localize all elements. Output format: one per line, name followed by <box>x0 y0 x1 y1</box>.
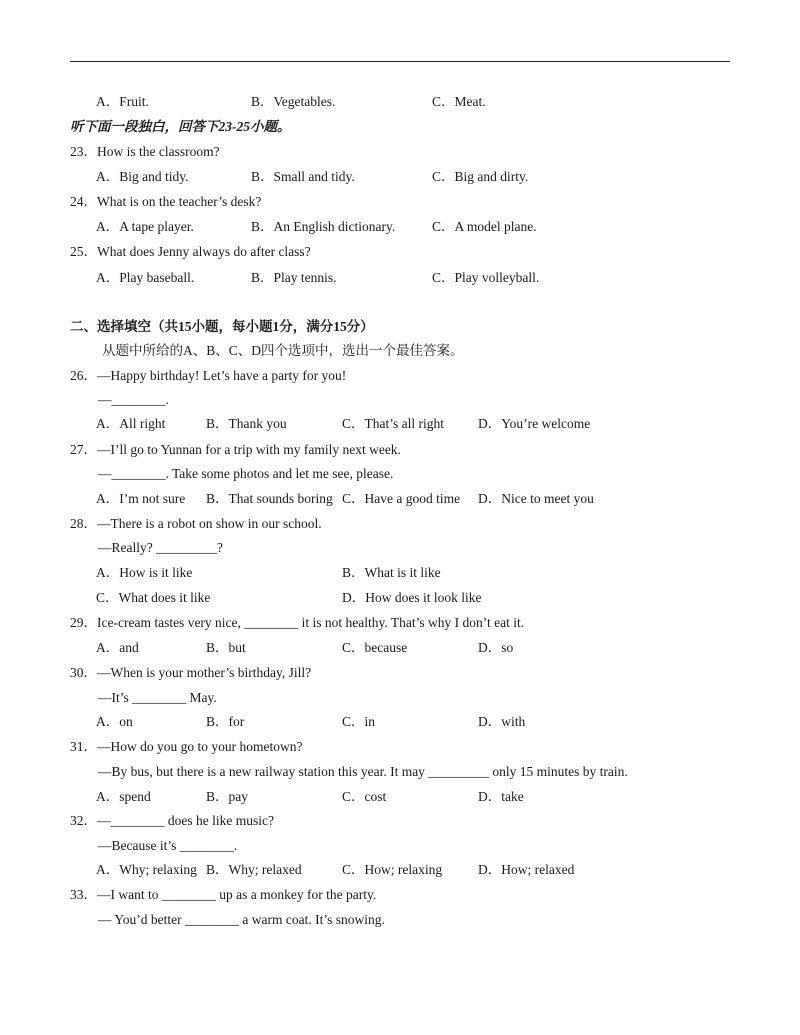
q26-option-b[interactable]: B．Thank you <box>206 416 287 431</box>
q26-option-a[interactable]: A．All right <box>96 416 166 431</box>
q26-line2: —________. <box>98 392 169 407</box>
q23-option-a[interactable]: A．Big and tidy. <box>96 169 189 184</box>
q26-option-d[interactable]: D．You’re welcome <box>478 416 591 431</box>
q28-option-b[interactable]: B．What is it like <box>342 565 441 580</box>
q28-option-a[interactable]: A．How is it like <box>96 565 193 580</box>
q23-stem: 23．How is the classroom? <box>70 144 220 159</box>
q27-option-d[interactable]: D．Nice to meet you <box>478 491 594 506</box>
q24-stem: 24．What is on the teacher’s desk? <box>70 194 262 209</box>
q32-option-d[interactable]: D．How; relaxed <box>478 862 575 877</box>
q28-option-d[interactable]: D．How does it look like <box>342 590 482 605</box>
q32-line1: 32．—________ does he like music? <box>70 813 274 828</box>
q33-line2: — You’d better ________ a warm coat. It’s snowing. <box>98 912 385 927</box>
q30-option-d[interactable]: D．with <box>478 714 526 729</box>
q29-option-d[interactable]: D．so <box>478 640 514 655</box>
q29-line1: 29．Ice-cream tastes very nice, ________ it is not healthy. That’s why I don’t eat it. <box>70 615 525 630</box>
q32-line2: —Because it’s ________. <box>98 838 238 853</box>
q26-line1: 26．—Happy birthday! Let’s have a party for you! <box>70 368 347 383</box>
q30-line2: —It’s ________ May. <box>98 690 217 705</box>
q30-line1: 30．—When is your mother’s birthday, Jill? <box>70 665 312 680</box>
q32-option-b[interactable]: B．Why; relaxed <box>206 862 302 877</box>
q24-option-a[interactable]: A．A tape player. <box>96 219 194 234</box>
q28-option-c[interactable]: C．What does it like <box>96 590 211 605</box>
q25-option-b[interactable]: B．Play tennis. <box>251 270 337 285</box>
q27-option-b[interactable]: B．That sounds boring <box>206 491 333 506</box>
q23-option-c[interactable]: C．Big and dirty. <box>432 169 529 184</box>
q23-option-b[interactable]: B．Small and tidy. <box>251 169 355 184</box>
q30-option-c[interactable]: C．in <box>342 714 376 729</box>
q28-line1: 28．—There is a robot on show in our school. <box>70 516 322 531</box>
section2-instruction: 从题中所给的A、B、C、D四个选项中，选出一个最佳答案。 <box>102 343 464 358</box>
q31-option-d[interactable]: D．take <box>478 789 524 804</box>
q31-option-b[interactable]: B．pay <box>206 789 248 804</box>
q28-line2: —Really? _________? <box>98 540 223 555</box>
q29-option-a[interactable]: A．and <box>96 640 139 655</box>
q26-option-c[interactable]: C．That’s all right <box>342 416 444 431</box>
q22-option-b[interactable]: B．Vegetables. <box>251 94 336 109</box>
q29-option-b[interactable]: B．but <box>206 640 246 655</box>
q27-line2: —________. Take some photos and let me see, please. <box>98 466 394 481</box>
q25-option-c[interactable]: C．Play volleyball. <box>432 270 540 285</box>
q27-option-c[interactable]: C．Have a good time <box>342 491 461 506</box>
q27-option-a[interactable]: A．I’m not sure <box>96 491 186 506</box>
q25-option-a[interactable]: A．Play baseball. <box>96 270 195 285</box>
q30-option-a[interactable]: A．on <box>96 714 133 729</box>
monologue-heading: 听下面一段独白，回答下23-25小题。 <box>70 119 291 134</box>
q31-option-c[interactable]: C．cost <box>342 789 387 804</box>
q31-line2: —By bus, but there is a new railway station this year. It may _________ only 15 minutes by train. <box>98 764 628 779</box>
section2-heading: 二、选择填空（共15小题，每小题1分，满分15分） <box>70 319 374 334</box>
q32-option-c[interactable]: C．How; relaxing <box>342 862 443 877</box>
q22-option-c[interactable]: C．Meat. <box>432 94 486 109</box>
q32-option-a[interactable]: A．Why; relaxing <box>96 862 197 877</box>
q24-option-b[interactable]: B．An English dictionary. <box>251 219 396 234</box>
q33-line1: 33．—I want to ________ up as a monkey for the party. <box>70 887 377 902</box>
q31-option-a[interactable]: A．spend <box>96 789 151 804</box>
q27-line1: 27．—I’ll go to Yunnan for a trip with my family next week. <box>70 442 401 457</box>
q29-option-c[interactable]: C．because <box>342 640 408 655</box>
q25-stem: 25．What does Jenny always do after class? <box>70 244 311 259</box>
q22-option-a[interactable]: A．Fruit. <box>96 94 149 109</box>
header-rule <box>70 61 730 62</box>
q30-option-b[interactable]: B．for <box>206 714 245 729</box>
q24-option-c[interactable]: C．A model plane. <box>432 219 537 234</box>
q31-line1: 31．—How do you go to your hometown? <box>70 739 303 754</box>
